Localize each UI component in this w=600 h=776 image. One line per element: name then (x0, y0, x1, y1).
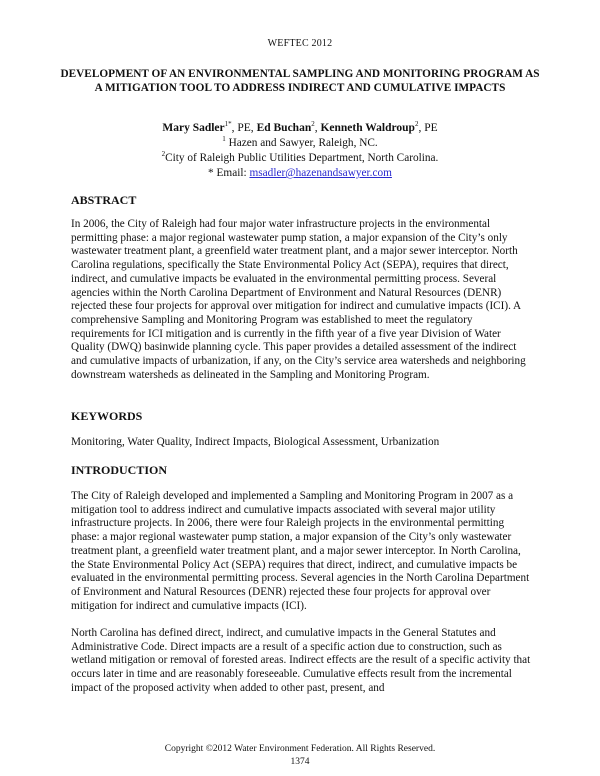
affiliation-2 (0, 151, 600, 165)
author-affiliation-mark: 2 (414, 120, 419, 129)
copyright-notice: Copyright ©2012 Water Environment Federation. All Rights Reserved. (164, 744, 436, 754)
introduction-paragraph: North Carolina has defined direct, indirect, and cumulative impacts in the General Statutes and Administrative Code. Direct impacts are a result of a specific action due to construction, such as wetland mitigation or removal of forested areas. Indirect effects are the result of a specific activity that occurs later in time and are reasonably foreseeable. Cumulative effects result from the incremental impact of the proposed activity when added to other past, present, and (71, 627, 531, 694)
email-link[interactable]: msadler@hazenandsawyer.com (249, 167, 392, 179)
email-label: * Email: (208, 167, 250, 179)
abstract-text: In 2006, the City of Raleigh had four major water infrastructure projects in the environmental permitting phase: a major regional wastewater pump station, a major expansion of the City’s only wastewater treatment plant, a greenfield water treatment plant, and a major sewer interceptor. North Carolina regulations, specifically the State Environmental Policy Act (SEPA), requires that direct, indirect, and cumulative impacts be evaluated in the environmental permitting process. Several agencies within the North Carolina Department of Environment and Natural Resources (DENR) rejected these four projects for approval over mitigation for indirect and cumulative impacts (ICI). A comprehensive Sampling and Monitoring Program was established to meet the regulatory requirements for ICI mitigation and is currently in the fifth year of a five year Division of Water Quality (DWQ) basinwide planning cycle. This paper provides a detailed assessment of the indirect and cumulative impacts of urbanization, if any, on the City’s service area watersheds and neighboring downstream watersheds as delineated in the Sampling and Monitoring Program. (71, 218, 526, 381)
author-name: Kenneth Waldroup (320, 122, 415, 134)
introduction-heading: INTRODUCTION (71, 463, 168, 477)
author-affiliation-mark: 1* (224, 120, 232, 129)
author-suffix: , PE, (231, 122, 257, 134)
paper-title: DEVELOPMENT OF AN ENVIRONMENTAL SAMPLING AND MONITORING PROGRAM AS A MITIGATION TOOL TO ADDRESS INDIRECT AND CUMULATIVE IMPACTS (60, 68, 540, 94)
keywords-heading: KEYWORDS (71, 409, 143, 423)
conference-header: WEFTEC 2012 (267, 38, 333, 49)
corresponding-email (0, 166, 600, 180)
author-name: Ed Buchan (256, 122, 312, 134)
affiliation-text: Hazen and Sawyer, Raleigh, NC. (228, 137, 378, 149)
author-line (0, 121, 600, 135)
affiliation-text: City of Raleigh Public Utilities Department, North Carolina. (165, 152, 439, 164)
author-name: Mary Sadler (162, 122, 225, 134)
keywords-text: Monitoring, Water Quality, Indirect Impacts, Biological Assessment, Urbanization (71, 436, 440, 448)
abstract-heading: ABSTRACT (71, 193, 137, 207)
affiliation-1 (0, 136, 600, 150)
author-suffix: , PE (418, 122, 438, 134)
affiliation-mark: 2 (161, 150, 166, 159)
page-number: 1374 (290, 757, 310, 767)
author-affiliation-mark: 2 (311, 120, 315, 129)
author-suffix: , (314, 122, 321, 134)
introduction-paragraph: The City of Raleigh developed and implemented a Sampling and Monitoring Program in 2007 as a mitigation tool to address indirect and cumulative impacts associated with several major utility infrastructure projects. In 2006, there were four Raleigh projects in the environmental permitting phase: a major regional wastewater pump station, a major expansion of the City’s only wastewater treatment plant, a greenfield water treatment plant, and a major sewer interceptor. In North Carolina, the State Environmental Policy Act (SEPA) requires that direct, indirect, and cumulative impacts be evaluated in the environmental permitting process. Several agencies in the North Carolina Department of Environment and Natural Resources (DENR) rejected these four projects for approval over mitigation for indirect and cumulative impacts (ICI). (71, 490, 530, 612)
affiliation-mark: 1 (222, 135, 226, 144)
